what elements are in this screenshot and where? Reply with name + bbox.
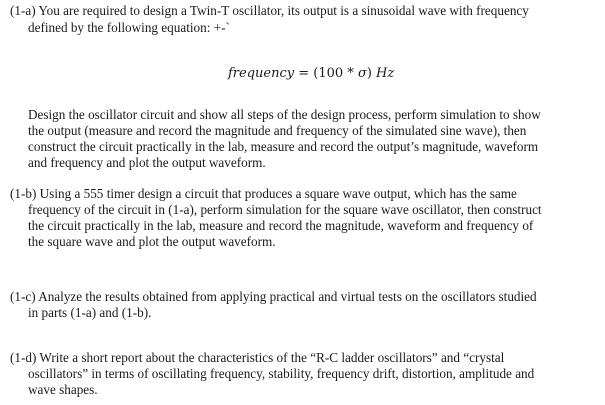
part-b-line-3: the circuit practically in the lab, measure and record the magnitude, waveform and frequency of xyxy=(28,218,534,233)
part-a-body-line-1: Design the oscillator circuit and show all steps of the design process, perform simulation to show xyxy=(28,107,541,122)
equation-unit: Hz xyxy=(376,66,395,81)
equation-rhs-open: (100 * xyxy=(313,66,358,81)
part-d-line-3: wave shapes. xyxy=(28,382,98,397)
part-a-body-line-2: the output (measure and record the magnitude and frequency of the simulated sine wave), then xyxy=(28,123,527,138)
part-d-line-1: (1-d) Write a short report about the characteristics of the “R-C ladder oscillators” and “crystal xyxy=(10,350,505,365)
equation-lhs: frequency xyxy=(228,66,295,81)
part-d-line-2: oscillators” in terms of oscillating frequency, stability, frequency drift, distortion, amplitude and xyxy=(28,366,535,381)
frequency-equation xyxy=(228,66,394,82)
part-c-line-2: in parts (1-a) and (1-b). xyxy=(28,305,152,320)
equation-equals: = xyxy=(294,66,314,81)
part-b-line-1: (1-b) Using a 555 timer design a circuit that produces a square wave output, which has the same xyxy=(10,186,517,201)
part-a-intro-line-2: defined by the following equation: +-` xyxy=(28,20,230,35)
part-b-line-2: frequency of the circuit in (1-a), perform simulation for the square wave oscillator, then construct xyxy=(28,202,542,217)
part-c-line-1: (1-c) Analyze the results obtained from applying practical and virtual tests on the oscillators studied xyxy=(10,289,537,304)
equation-rhs-close: ) xyxy=(366,66,377,81)
part-a-intro-line-1: (1-a) You are required to design a Twin-T oscillator, its output is a sinusoidal wave with frequency xyxy=(10,3,529,18)
part-a-body-line-4: and frequency and plot the output waveform. xyxy=(28,155,266,170)
equation-sigma: σ xyxy=(357,66,367,81)
part-a-body-line-3: construct the circuit practically in the lab, measure and record the output’s magnitude, waveform xyxy=(28,139,539,154)
part-b-line-4: the square wave and plot the output waveform. xyxy=(28,234,276,249)
